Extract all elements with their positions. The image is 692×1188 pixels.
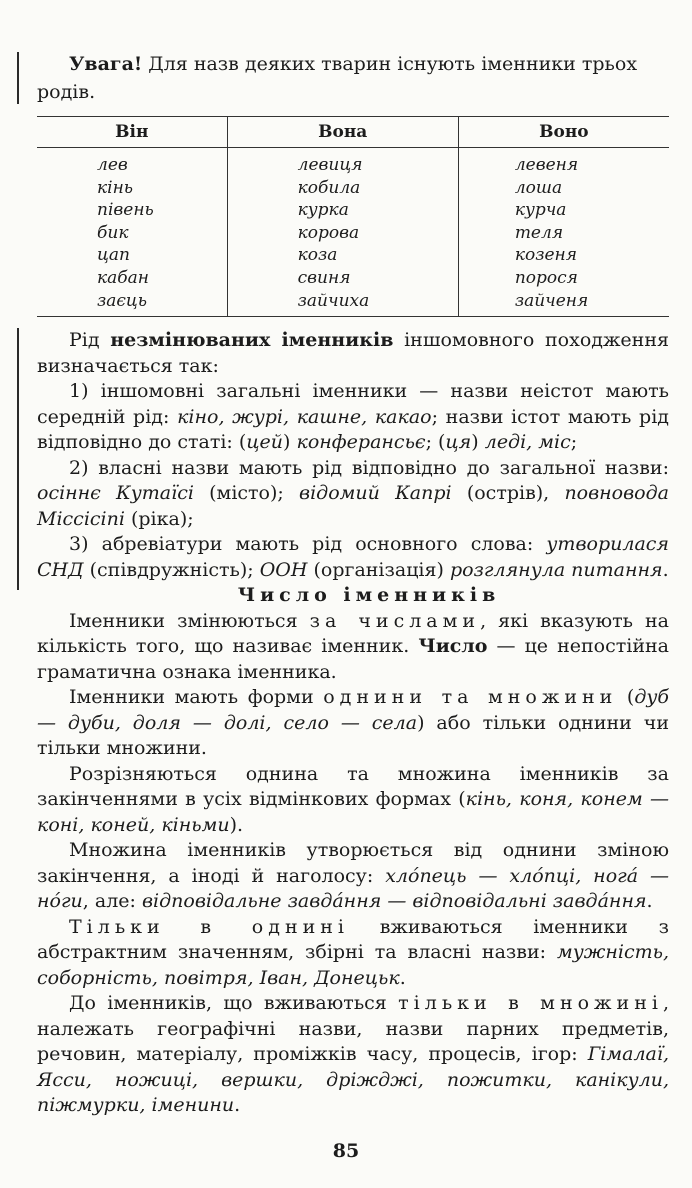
text-run: 1) іншомовні загальні іменники — назви неістот мають середній рід: [37,380,669,428]
text-run: Рід [69,329,111,351]
main-text [37,328,669,1119]
example: ця [445,431,472,453]
text-run: ) [471,431,485,453]
table-body-row [37,148,669,317]
text-run: ) або тільки однини чи тільки множини. [37,711,669,759]
list-item: зайченя [514,290,589,311]
paragraph-indeclinable-intro [37,328,669,379]
list-item: кінь [97,177,134,198]
example: кінь, коня, конем — коні, коней, кіньми [37,788,669,836]
paragraph-plural-only [37,991,669,1119]
text-run: ) [283,431,297,453]
list-item: лев [97,155,128,175]
text-run: ). [229,813,244,836]
list-item: зайчиха [297,290,370,311]
text-run: Розрізняються однина та множина іменників за закінченнями в усіх відмінкових формах ( [37,762,669,810]
term-indeclinable-nouns: незмінюваних іменників [110,329,394,351]
text-run: 2) власні назви мають рід відповідно до загальної назви: [69,456,669,479]
margin-bar-note [17,52,19,104]
term-number: Число [418,635,488,657]
text-run: 3) абревіатури мають рід основного слова: [69,533,547,555]
text-run: (місто); [193,482,300,504]
example: конферансьє [296,431,426,453]
text-run: Іменники змінюються [69,609,310,632]
paragraph-singular-only [37,915,669,992]
list-item: курка [297,200,349,221]
text-run: . [646,890,653,912]
header-neuter: Воно [458,117,669,148]
text-run: Іменники мають форми [69,686,324,708]
paragraph-rule-3 [37,532,669,583]
example: дуб — дуби, доля — долі, село — села [37,686,670,734]
text-run: ; назви істот мають рід відповідно до статі: ( [37,405,669,453]
example: хло́пець — хло́пці, ногá — нóги [37,864,669,912]
example: відомий Капрі [299,482,452,504]
example: кіно, журі, кашне, какао [177,405,432,428]
example: леді, міс [484,431,571,453]
text-run: . [234,1094,241,1116]
list-item: коза [297,245,338,266]
column-neuter [458,148,669,317]
text-run: (співдружність); [83,558,260,581]
spaced-term: за числами [309,609,481,632]
spaced-term: Тільки в однині [69,915,350,938]
paragraph-rule-1 [37,379,669,456]
list-item: кабан [97,267,149,288]
example: осіннє Кутаїсі [37,482,194,504]
section-heading: Число іменників [237,584,501,606]
attention-note [37,50,669,106]
paragraph-number-intro [37,609,669,686]
text-run: (організація) [307,558,450,581]
text-run: ( [617,686,635,708]
spaced-term: однини та множини [323,686,618,708]
example: відповідальне завдáння — відповідальні завдáння [141,890,647,912]
text-run: , які вказують на кількість того, що називає іменник. [37,609,670,657]
example: ООН [259,558,308,581]
example: Гімалаї, Ясси, ножиці, вершки, дріжджі, пожитки, канікули, піжмурки, іменини [37,1043,669,1116]
list-item: заєць [97,290,148,311]
paragraph-endings [37,762,669,839]
text-run: вживаються іменники з абстрактним значенням, збірні та власні назви: [37,915,670,963]
paragraph-rule-2 [37,456,669,533]
list-item: кобила [297,177,361,198]
list-item: корова [297,222,360,243]
example: повновода Міссісіпі [37,482,669,530]
text-run: . [662,558,669,581]
list-item: левиця [297,155,363,175]
text-run: (острів), [451,482,565,504]
list-item: лоша [514,177,563,198]
list-item: цап [97,245,130,266]
example: мужність, соборність, повітря, Іван, Донецьк [37,941,669,989]
list-item: теля [514,222,564,243]
spaced-term: тільки в множині [398,992,663,1014]
text-run: (ріка); [124,507,194,530]
header-feminine: Вона [227,117,458,148]
list-item: курча [514,200,567,221]
list-item: козеня [514,245,577,266]
column-feminine [227,148,458,317]
text-run: , належать географічні назви, назви парних предметів, речовин, матеріалу, проміжків часу, процесів, ігор: [37,992,669,1065]
text-run: Множина іменників утворюється від однини зміною закінчення, а іноді й наголосу: [37,839,669,887]
header-masculine: Він [37,117,227,148]
text-run: , але: [82,890,142,912]
margin-bar-rules [17,328,19,590]
text-run: — це непостійна граматична ознака іменника. [37,635,670,683]
text-run: ; [570,431,578,453]
list-item: свиня [297,267,351,288]
column-masculine [37,148,227,317]
attention-label: Увага! [69,53,143,75]
example: утворилася СНД [37,533,669,581]
table-header-row [37,117,669,148]
paragraph-plural-formation [37,838,669,915]
example: цей [246,431,284,453]
list-item: півень [97,200,154,221]
text-run: ; ( [425,431,446,453]
animal-gender-table [37,116,669,317]
list-item: левеня [514,155,579,175]
attention-text: Для назв деяких тварин існують іменники трьох родів. [37,53,638,103]
list-item: порося [514,267,578,288]
page-number: 85 [332,1140,360,1162]
text-run: До іменників, що вживаються [69,992,399,1014]
paragraph-forms [37,685,669,762]
text-run: іншомовного походження визначається так: [37,329,669,377]
text-run: . [399,966,406,989]
list-item: бик [97,222,129,243]
example: розглянула питання [449,558,663,581]
